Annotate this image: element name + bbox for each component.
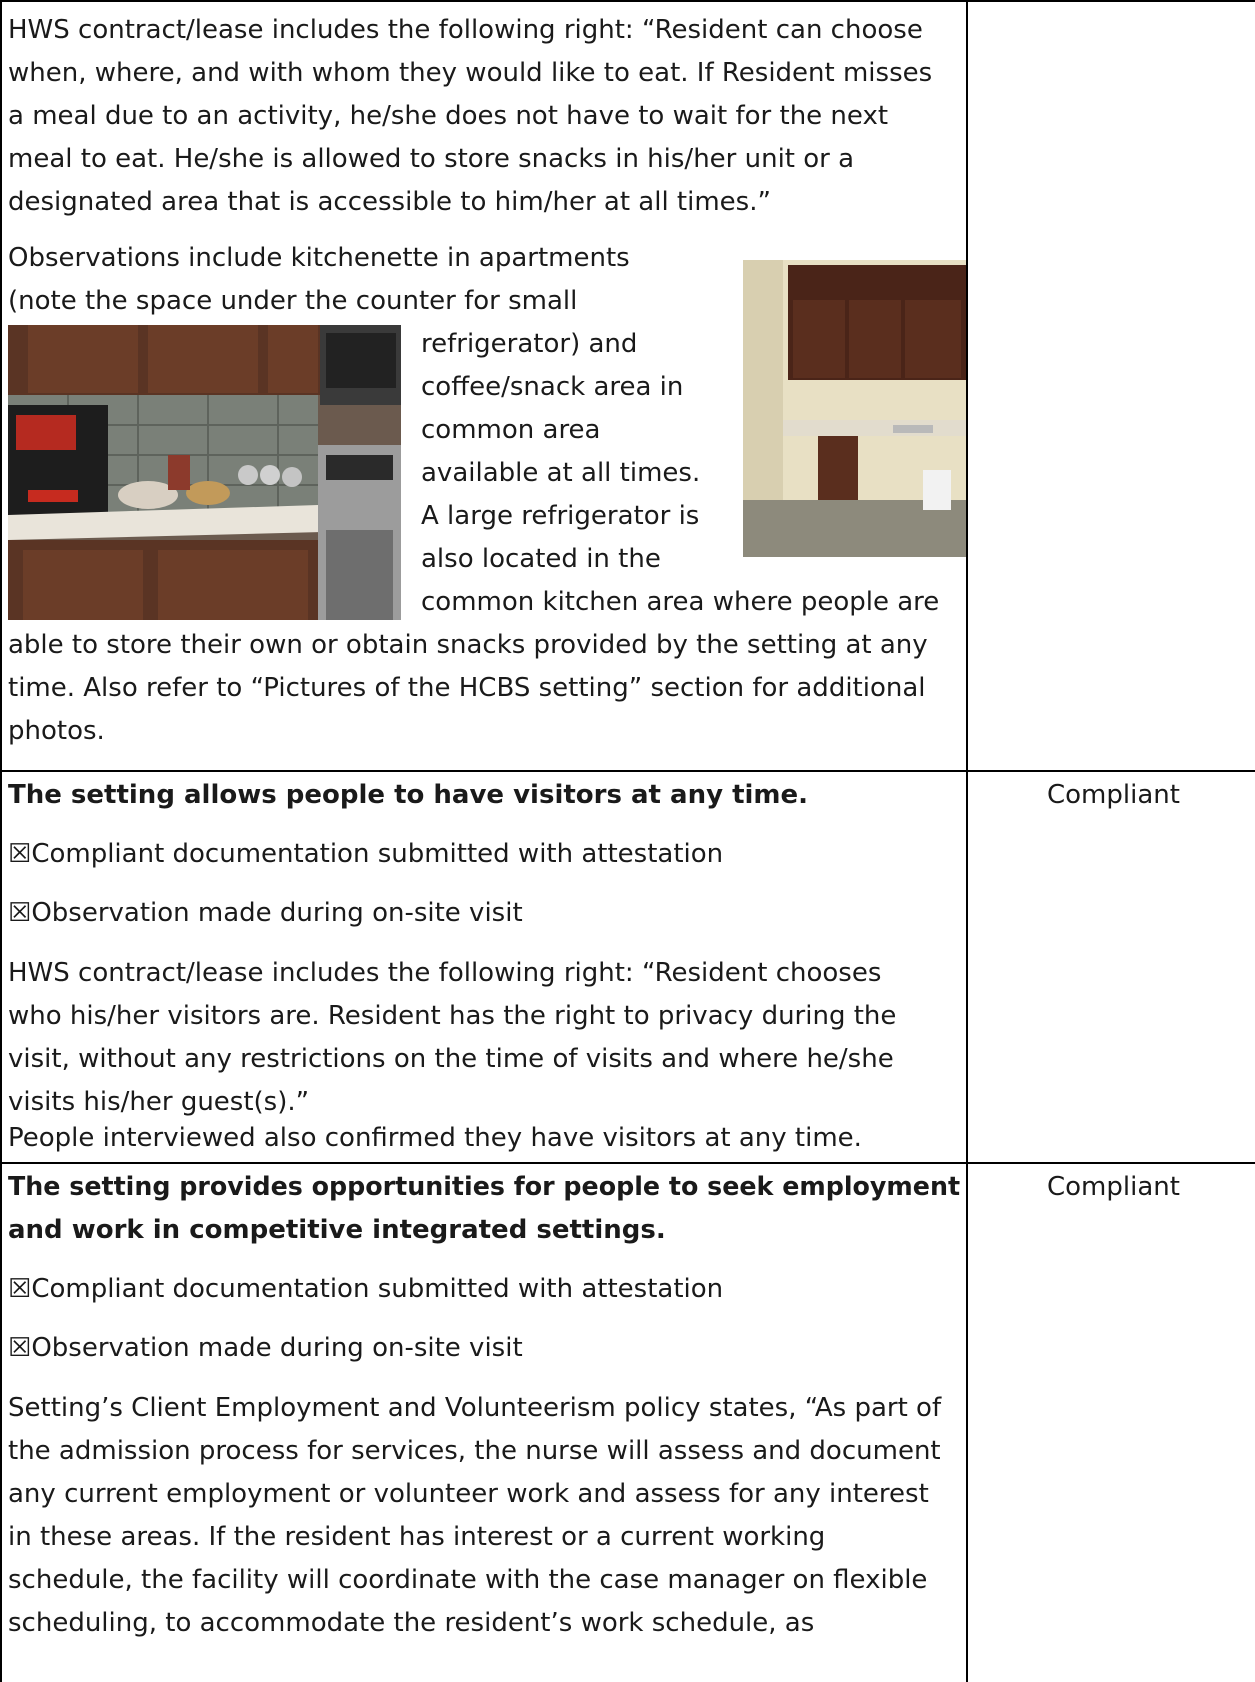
row2-para1-line: HWS contract/lease includes the following right: “Resident chooses <box>8 958 882 988</box>
row1-para2-line: common kitchen area where people are <box>421 587 940 617</box>
row3-check2-label: Observation made during on-site visit <box>31 1333 523 1363</box>
row2-para1-line: visit, without any restrictions on the time of visits and where he/she <box>8 1044 894 1074</box>
row2-para2: People interviewed also confirmed they have visitors at any time. <box>8 1123 862 1153</box>
row1-para2-line: A large refrigerator is <box>421 501 700 531</box>
row1-para2-line: Observations include kitchenette in apartments <box>8 243 630 273</box>
row1-para2-line: available at all times. <box>421 458 701 488</box>
row2-check1-label: Compliant documentation submitted with attestation <box>31 839 724 869</box>
row3-para1-line: scheduling, to accommodate the resident’s work schedule, as <box>8 1608 815 1638</box>
row-divider-1 <box>0 770 1255 772</box>
row3-status: Compliant <box>1047 1172 1180 1202</box>
checked-box-icon: ☒ <box>8 1333 32 1363</box>
checked-box-icon: ☒ <box>8 839 32 869</box>
row2-heading: The setting allows people to have visitors at any time. <box>8 780 809 810</box>
row1-para1-line: meal to eat. He/she is allowed to store snacks in his/her unit or a <box>8 144 855 174</box>
kitchen-photo <box>8 325 401 620</box>
row1-para2-line: common area <box>421 415 601 445</box>
row3-heading-line: The setting provides opportunities for people to seek employment <box>8 1172 961 1202</box>
row1-para1-line: when, where, and with whom they would like to eat. If Resident misses <box>8 58 933 88</box>
row3-para1-line: the admission process for services, the nurse will assess and document <box>8 1436 941 1466</box>
row1-para1-line: HWS contract/lease includes the following right: “Resident can choose <box>8 15 923 45</box>
row2-check1 <box>8 833 723 876</box>
row1-para2-line: refrigerator) and <box>421 329 638 359</box>
row1-para1-line: designated area that is accessible to him/her at all times.” <box>8 187 771 217</box>
row2-para1-line: visits his/her guest(s).” <box>8 1087 310 1117</box>
row1-para2-line: able to store their own or obtain snacks provided by the setting at any <box>8 630 928 660</box>
row3-check1-label: Compliant documentation submitted with attestation <box>31 1274 724 1304</box>
row2-status: Compliant <box>1047 780 1180 810</box>
row2-para1-line: who his/her visitors are. Resident has the right to privacy during the <box>8 1001 897 1031</box>
table-top-border <box>0 0 1255 2</box>
row1-para2-line: (note the space under the counter for small <box>8 286 578 316</box>
row3-para1-line: any current employment or volunteer work and assess for any interest <box>8 1479 929 1509</box>
column-divider <box>966 0 968 1682</box>
row3-para1-line: Setting’s Client Employment and Volunteerism policy states, “As part of <box>8 1393 942 1423</box>
checked-box-icon: ☒ <box>8 1274 32 1304</box>
table-left-border <box>0 0 2 1682</box>
row3-para1-line: in these areas. If the resident has interest or a current working <box>8 1522 826 1552</box>
row2-check2-label: Observation made during on-site visit <box>31 898 523 928</box>
row1-para2-line: time. Also refer to “Pictures of the HCBS setting” section for additional <box>8 673 926 703</box>
row1-para2-line: photos. <box>8 716 105 746</box>
row1-para1-line: a meal due to an activity, he/she does not have to wait for the next <box>8 101 889 131</box>
row3-para1-line: schedule, the facility will coordinate with the case manager on flexible <box>8 1565 928 1595</box>
row3-check2 <box>8 1327 523 1370</box>
row3-heading-line: and work in competitive integrated settings. <box>8 1215 666 1245</box>
room-photo <box>743 260 966 557</box>
row-divider-2 <box>0 1162 1255 1164</box>
row1-para2-line: coffee/snack area in <box>421 372 684 402</box>
row3-check1 <box>8 1268 723 1311</box>
row2-check2 <box>8 892 523 935</box>
checked-box-icon: ☒ <box>8 898 32 928</box>
row1-para2-line: also located in the <box>421 544 661 574</box>
